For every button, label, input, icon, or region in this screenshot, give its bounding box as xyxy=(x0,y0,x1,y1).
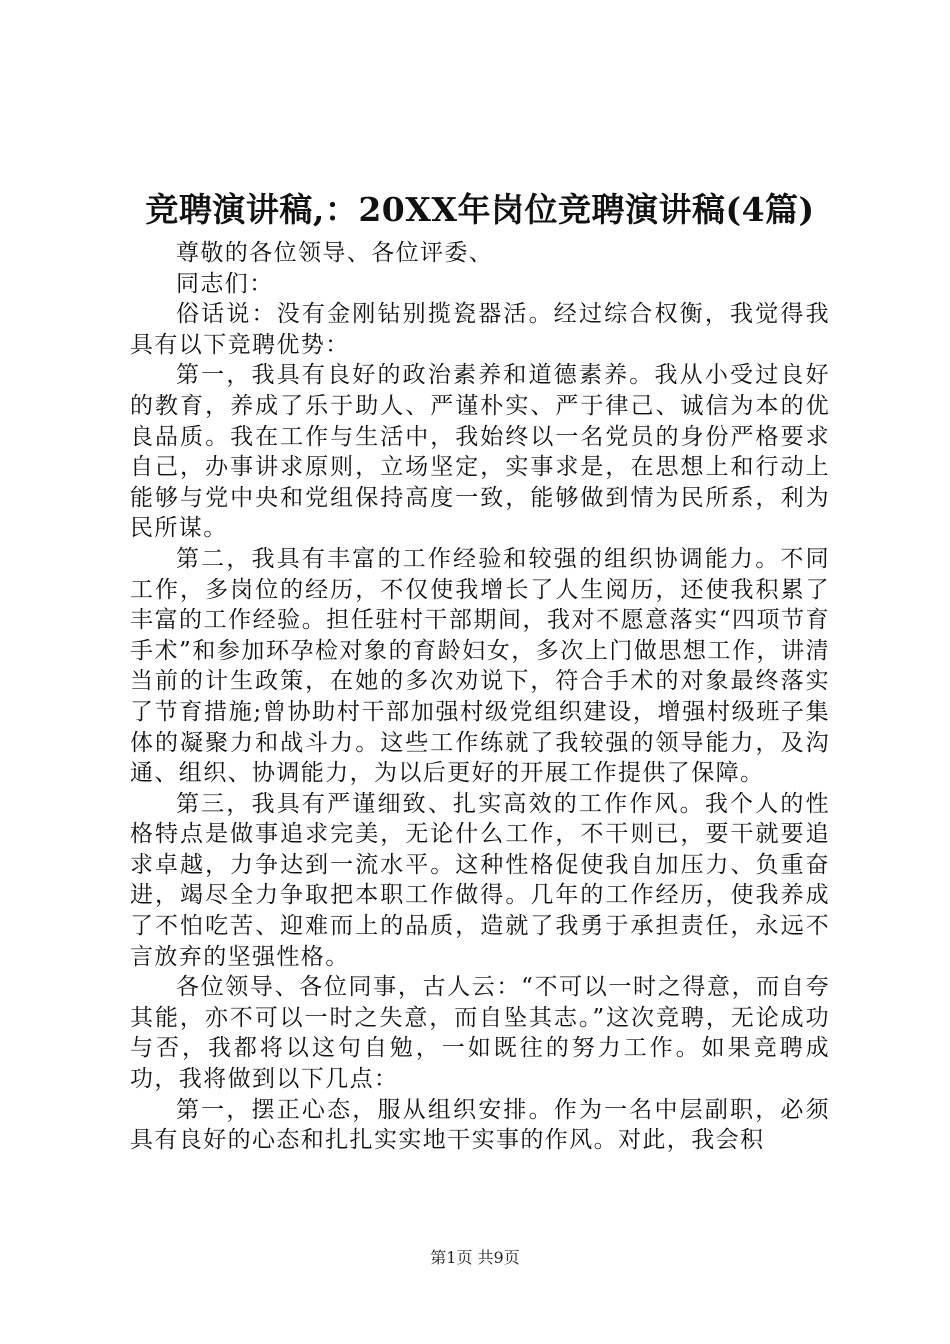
paragraph-second-advantage: 第二，我具有丰富的工作经验和较强的组织协调能力。不同工作，多岗位的经历，不仅使我增长了人生阅历，还使我积累了丰富的工作经验。担任驻村干部期间，我对不愿意落实“四项节育手术”和参加环孕检对象的育龄妇女，多次上门做思想工作，讲清当前的计生政策，在她的多次劝说下，符合手术的对象最终落实了节育措施;曾协助村干部加强村级党组织建设，增强村级班子集体的凝聚力和战斗力。这些工作练就了我较强的领导能力，及沟通、组织、协调能力，为以后更好的开展工作提供了保障。 xyxy=(130,545,830,787)
document-title: 竞聘演讲稿,：20XX年岗位竞聘演讲稿(4篇) xyxy=(145,190,815,229)
salutation-line-1: 尊敬的各位领导、各位评委、 xyxy=(176,240,494,266)
paragraph-quote: 各位领导、各位同事，古人云：“不可以一时之得意，而自夸其能，亦不可以一时之失意，而自坠其志。”这次竞聘，无论成功与否，我都将以这句自勉，一如既往的努力工作。如果竞聘成功，我将做到以下几点： xyxy=(130,974,830,1093)
salutation-line-2: 同志们： xyxy=(176,270,274,297)
page-number-footer: 第1页 共9页 xyxy=(430,1248,520,1267)
paragraph-intro: 俗话说：没有金刚钻别揽瓷器活。经过综合权衡，我觉得我具有以下竞聘优势： xyxy=(130,301,830,358)
paragraph-first-commitment: 第一，摆正心态，服从组织安排。作为一名中层副职，必须具有良好的心态和扎扎实实地干实事的作风。对此，我会积 xyxy=(130,1096,830,1154)
document-body xyxy=(130,238,830,1156)
paragraph-third-advantage: 第三，我具有严谨细致、扎实高效的工作作风。我个人的性格特点是做事追求完美，无论什么工作，不干则已，要干就要追求卓越，力争达到一流水平。这种性格促使我自加压力、负重奋进，竭尽全力争取把本职工作做得。几年的工作经历，使我养成了不怕吃苦、迎难而上的品质，造就了我勇于承担责任，永远不言放弃的坚强性格。 xyxy=(130,790,830,970)
paragraph-first-advantage: 第一，我具有良好的政治素养和道德素养。我从小受过良好的教育，养成了乐于助人、严谨朴实、严于律己、诚信为本的优良品质。我在工作与生活中，我始终以一名党员的身份严格要求自己，办事讲求原则，立场坚定，实事求是，在思想上和行动上能够与党中央和党组保持高度一致，能够做到情为民所系，利为民所谋。 xyxy=(130,362,830,542)
